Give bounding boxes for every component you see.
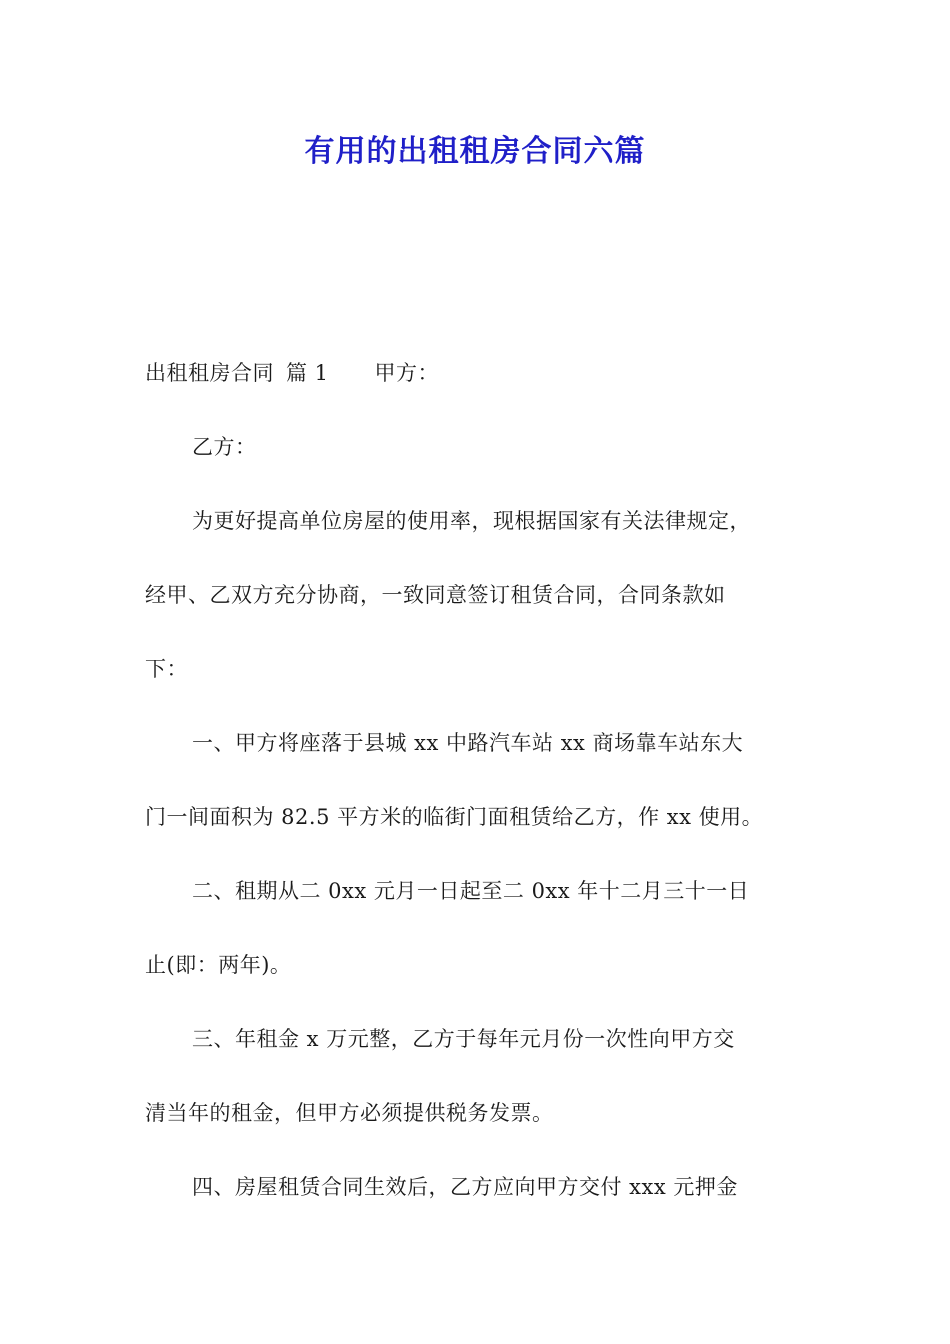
party-b-label: 乙方：	[192, 435, 257, 459]
clause-1-line: 一、甲方将座落于县城 xx 中路汽车站 xx 商场靠车站东大	[192, 731, 744, 755]
section-number: 篇 1	[286, 361, 329, 385]
document-title: 有用的出租租房合同六篇	[304, 134, 646, 169]
header-line	[145, 336, 810, 410]
party-a-label: 甲方：	[374, 361, 440, 385]
clause-3-line: 清当年的租金，但甲方必须提供税务发票。	[145, 1101, 554, 1125]
paragraph-line: 下：	[145, 657, 188, 681]
clause-3-line: 三、年租金 x 万元整，乙方于每年元月份一次性向甲方交	[192, 1027, 735, 1051]
paragraph-line: 为更好提高单位房屋的使用率，现根据国家有关法律规定，	[192, 509, 751, 533]
clause-2-line: 二、租期从二 0xx 元月一日起至二 0xx 年十二月三十一日	[192, 879, 750, 903]
clause-1-line: 门一间面积为 82.5 平方米的临街门面租赁给乙方，作 xx 使用。	[145, 805, 764, 829]
document-body	[145, 336, 810, 1224]
paragraph-line: 经甲、乙双方充分协商，一致同意签订租赁合同，合同条款如	[145, 583, 726, 607]
section-title: 出租租房合同	[145, 361, 274, 385]
clause-4-line: 四、房屋租赁合同生效后，乙方应向甲方交付 xxx 元押金	[192, 1175, 738, 1199]
clause-2-line: 止(即：两年)。	[145, 953, 292, 977]
